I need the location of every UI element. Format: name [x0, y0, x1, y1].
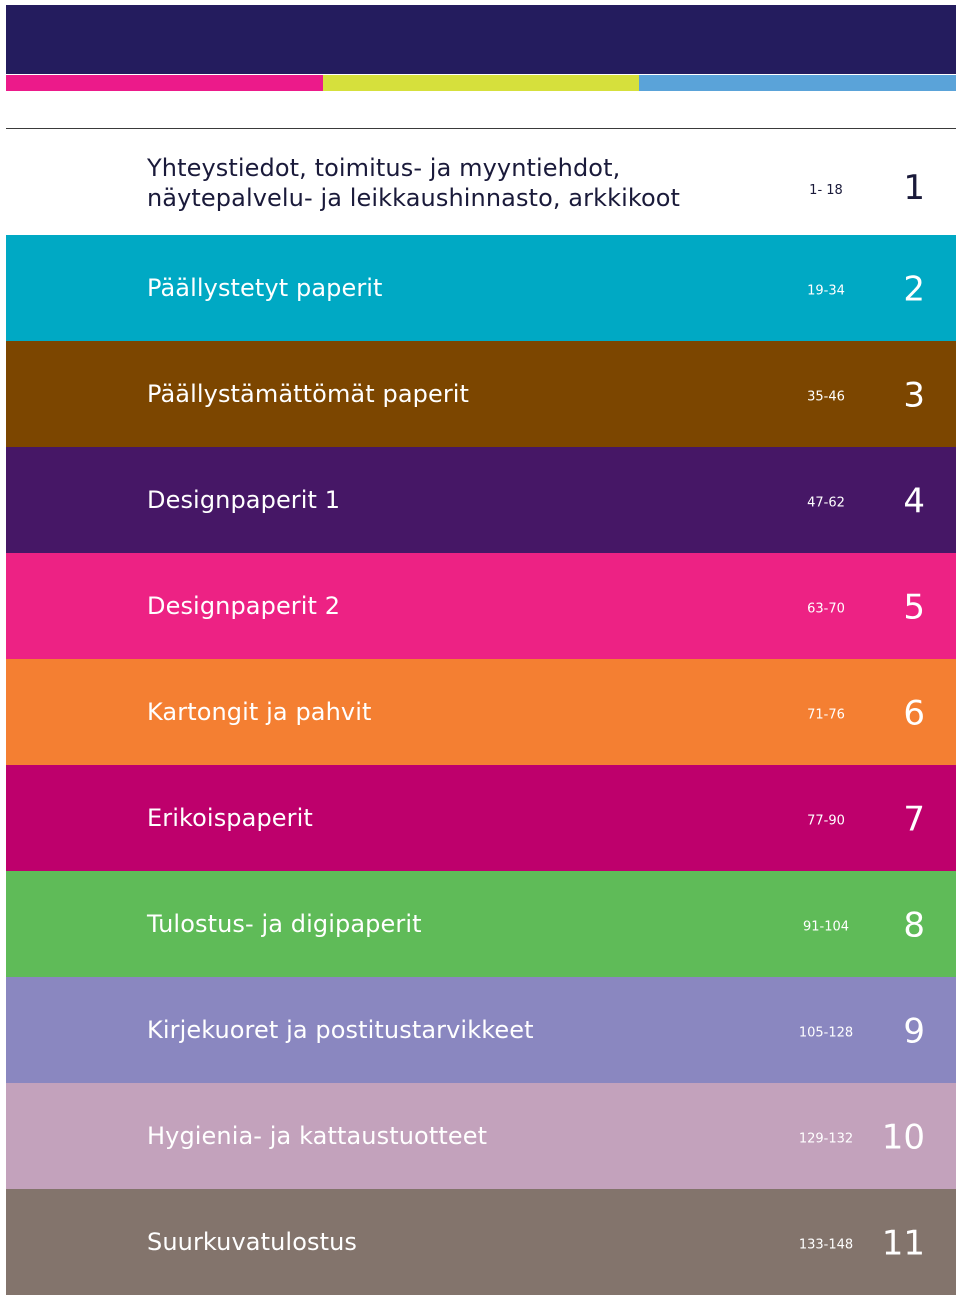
table-of-contents — [6, 130, 956, 1295]
section-number: 1 — [903, 167, 925, 208]
section-row-3[interactable] — [6, 341, 956, 447]
stripe-yellow — [323, 75, 639, 91]
section-pages: 1- 18 — [809, 182, 843, 198]
section-number: 7 — [903, 799, 925, 840]
section-row-10[interactable] — [6, 1083, 956, 1189]
section-number: 10 — [881, 1117, 925, 1158]
section-title: Designpaperit 2 — [147, 592, 341, 620]
section-pages: 71-76 — [807, 707, 845, 723]
section-title: Päällystetyt paperit — [147, 274, 383, 302]
section-row-8[interactable] — [6, 871, 956, 977]
section-number: 8 — [903, 905, 925, 946]
section-pages: 63-70 — [807, 601, 845, 617]
section-title: Suurkuvatulostus — [147, 1228, 358, 1256]
section-row-5[interactable] — [6, 553, 956, 659]
section-number: 11 — [881, 1223, 925, 1264]
section-number: 3 — [903, 375, 925, 416]
section-row-4[interactable] — [6, 447, 956, 553]
section-title: Päällystämättömät paperit — [147, 380, 470, 408]
stripe-pink — [6, 75, 323, 91]
section-title: Designpaperit 1 — [147, 486, 341, 514]
section-number: 4 — [903, 481, 925, 522]
section-pages: 19-34 — [807, 283, 845, 299]
header-band — [6, 5, 956, 74]
divider-line — [6, 128, 956, 129]
section-row-6[interactable] — [6, 659, 956, 765]
section-number: 2 — [903, 269, 925, 310]
section-row-11[interactable] — [6, 1189, 956, 1295]
section-title: Kartongit ja pahvit — [147, 698, 372, 726]
section-title: Hygienia- ja kattaustuotteet — [147, 1122, 488, 1150]
section-row-1[interactable] — [6, 130, 956, 235]
section-pages: 129-132 — [798, 1131, 854, 1147]
section-title — [147, 153, 680, 213]
section-pages: 91-104 — [802, 919, 850, 935]
section-row-2[interactable] — [6, 235, 956, 341]
section-row-9[interactable] — [6, 977, 956, 1083]
section-number: 5 — [903, 587, 925, 628]
section-pages: 133-148 — [798, 1237, 854, 1253]
section-pages: 105-128 — [798, 1025, 854, 1041]
section-pages: 47-62 — [807, 495, 845, 511]
section-pages: 77-90 — [807, 813, 845, 829]
section-title: Kirjekuoret ja postitustarvikkeet — [147, 1016, 534, 1044]
section-title: Tulostus- ja digipaperit — [147, 910, 422, 938]
section-title-line: Yhteystiedot, toimitus- ja myyntiehdot, — [147, 153, 621, 182]
section-number: 9 — [903, 1011, 925, 1052]
stripe-blue — [639, 75, 956, 91]
section-row-7[interactable] — [6, 765, 956, 871]
section-title-line: näytepalvelu- ja leikkaushinnasto, arkkikoot — [147, 183, 681, 212]
section-pages: 35-46 — [807, 389, 845, 405]
section-number: 6 — [903, 693, 925, 734]
section-title: Erikoispaperit — [147, 804, 313, 832]
